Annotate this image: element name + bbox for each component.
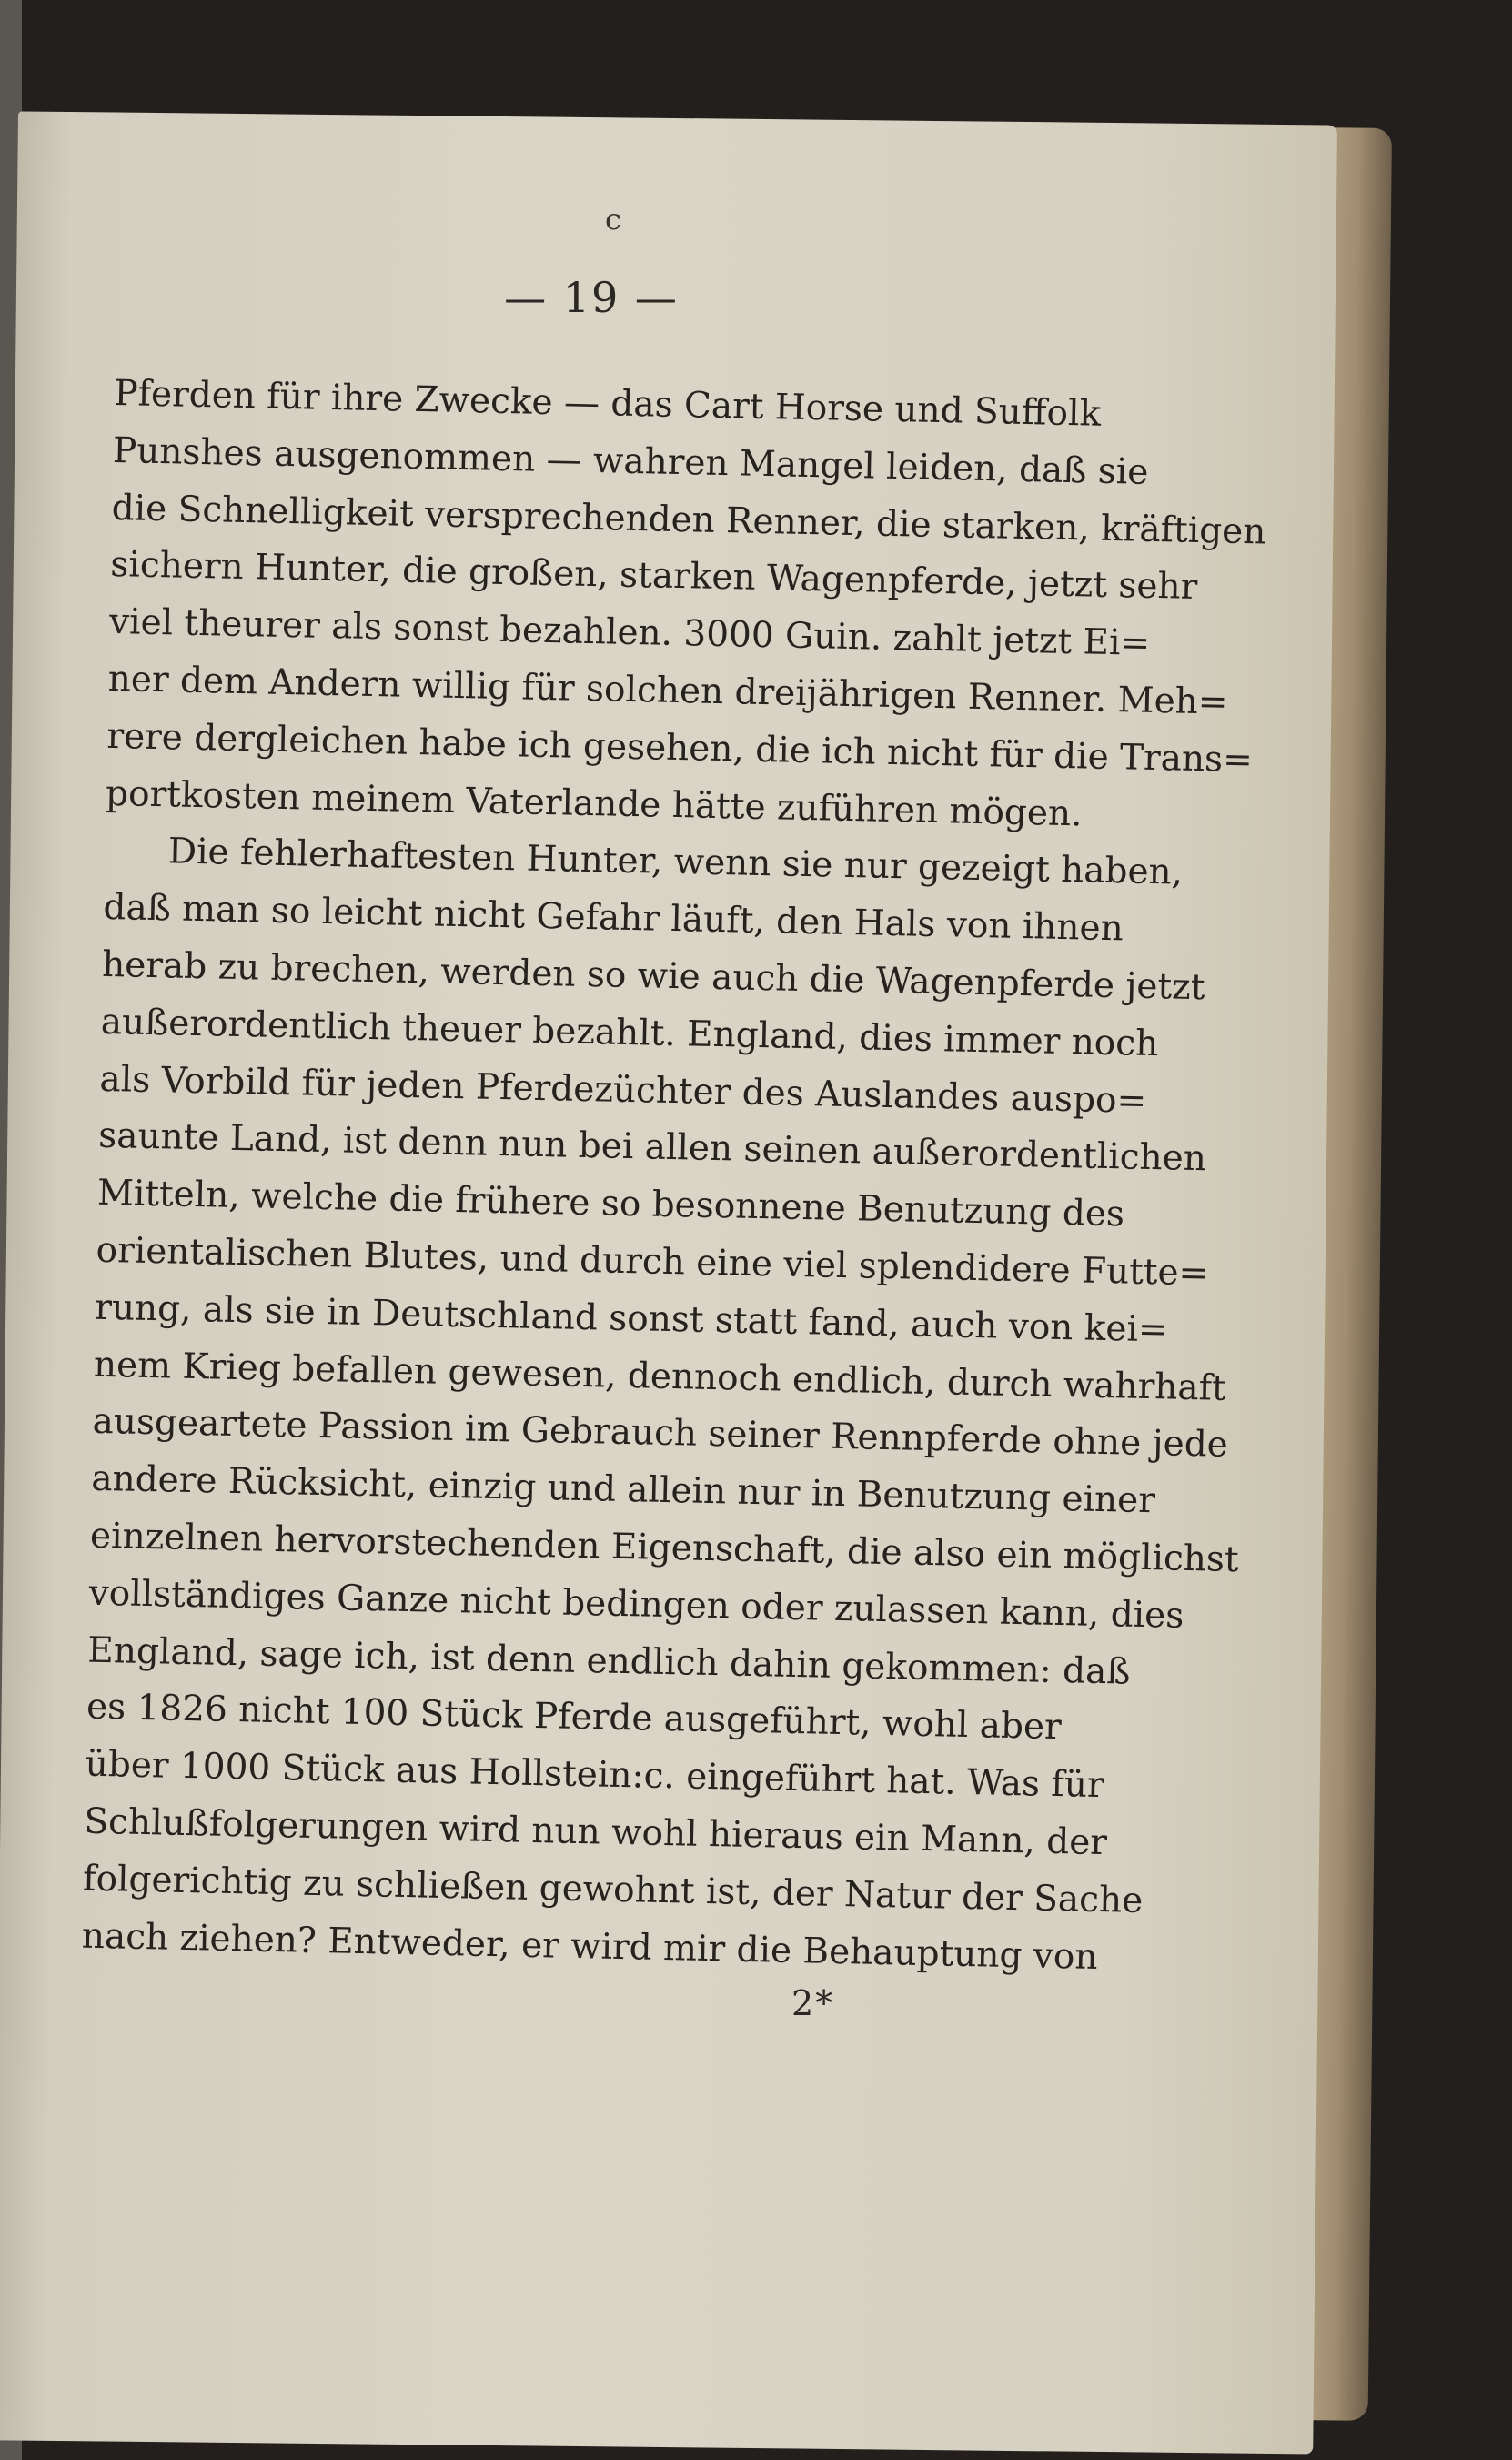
body-text bbox=[81, 366, 1266, 1985]
text-line: vollständiges Ganze nicht bedingen oder zulassen kann, dies bbox=[88, 1572, 1184, 1637]
text-line: über 1000 Stück aus Hollstein:c. eingeführt hat. Was für bbox=[85, 1743, 1105, 1807]
text-line: folgerichtig zu schließen gewohnt ist, der Natur der Sache bbox=[82, 1858, 1144, 1921]
text-line: daß man so leicht nicht Gefahr läuft, den Hals von ihnen bbox=[103, 887, 1124, 950]
text-line: rung, als sie in Deutschland sonst statt fand, auch von kei= bbox=[94, 1286, 1169, 1351]
text-line: andere Rücksicht, einzig und allein nur in Benutzung einer bbox=[90, 1457, 1156, 1522]
text-line: nach ziehen? Entweder, er wird mir die Behauptung von bbox=[81, 1915, 1098, 1978]
text-line: sichern Hunter, die großen, starken Wagenpferde, jetzt sehr bbox=[109, 544, 1198, 609]
text-line: Pferden für ihre Zwecke — das Cart Horse und Suffolk bbox=[113, 372, 1102, 435]
text-line: portkosten meinem Vaterlande hätte zuführen mögen. bbox=[105, 772, 1083, 834]
signature-mark: 2* bbox=[791, 1983, 835, 2023]
text-line: England, sage ich, ist denn endlich dahin gekommen: daß bbox=[86, 1629, 1131, 1693]
text-line: als Vorbild für jeden Pferdezüchter des Auslandes auspo= bbox=[99, 1058, 1147, 1122]
text-line: viel theurer als sonst bezahlen. 3000 Guin. zahlt jetzt Ei= bbox=[108, 601, 1151, 665]
text-line: orientalischen Blutes, und durch eine viel splendidere Futte= bbox=[96, 1229, 1209, 1295]
text-line: ner dem Andern willig für solchen dreijährigen Renner. Meh= bbox=[107, 658, 1228, 723]
text-line: rere dergleichen habe ich gesehen, die ich nicht für die Trans= bbox=[106, 715, 1254, 781]
text-line: ausgeartete Passion im Gebrauch seiner Rennpferde ohne jede bbox=[92, 1401, 1229, 1467]
text-line: es 1826 nicht 100 Stück Pferde ausgeführt, wohl aber bbox=[86, 1687, 1063, 1749]
text-line: Mitteln, welche die frühere so besonnene Benutzung des bbox=[96, 1172, 1125, 1235]
text-line: nem Krieg befallen gewesen, dennoch endlich, durch wahrhaft bbox=[93, 1344, 1227, 1409]
text-line: Punshes ausgenommen — wahren Mangel leiden, daß sie bbox=[112, 429, 1149, 493]
text-line: die Schnelligkeit versprechenden Renner, die starken, kräftigen bbox=[111, 487, 1266, 553]
text-line: Schlußfolgerungen wird nun wohl hieraus ein Mann, der bbox=[84, 1800, 1108, 1864]
page-number-header: — 19 — bbox=[504, 273, 679, 322]
text-line: einzelnen hervorstechenden Eigenschaft, die also ein möglichst bbox=[89, 1515, 1240, 1581]
ink-speck: c bbox=[605, 202, 621, 237]
text-line: herab zu brechen, werden so wie auch die Wagenpferde jetzt bbox=[101, 943, 1205, 1009]
paragraph-start-line: Die fehlerhaftesten Hunter, wenn sie nur gezeigt haben, bbox=[167, 831, 1184, 894]
text-line: außerordentlich theuer bezahlt. England, dies immer noch bbox=[100, 1001, 1159, 1064]
text-line: saunte Land, ist denn nun bei allen seinen außerordentlichen bbox=[97, 1115, 1207, 1180]
